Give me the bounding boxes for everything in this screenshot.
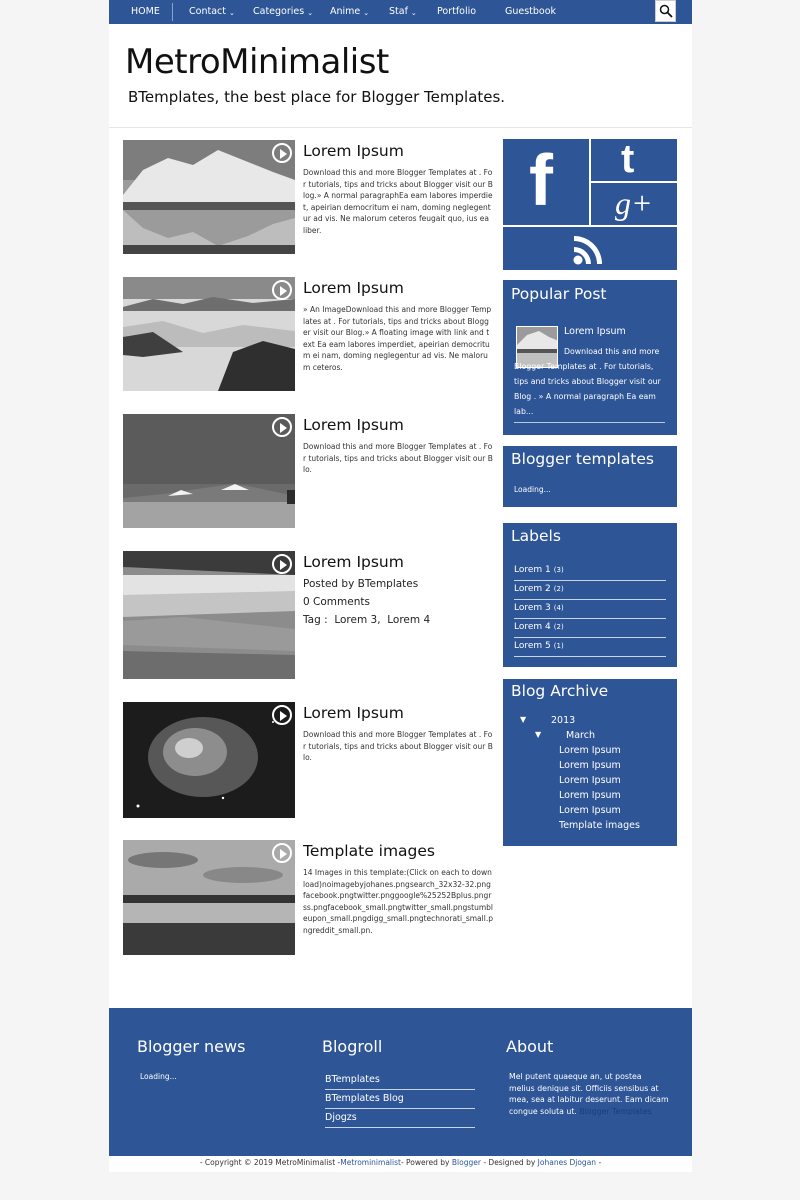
tag-link[interactable]: Lorem 4 <box>387 614 431 626</box>
post-snippet: 14 Images in this template:(Click on each to download)noimagebyjohanes.pngsearch_32x32-32.pngfacebook.pngtwitter.pnggoogle%25252Bplus.pngrss.pngfacebook_small.pngtwitter_small.pngstumbleupon_small.pngdigg_small.pngtechnorati_small.pngreddit_small.pn. <box>303 868 493 935</box>
copyright-bar <box>109 1158 692 1167</box>
label-count: (2) <box>553 623 564 631</box>
post-item <box>123 840 493 955</box>
blogger-templates-widget <box>503 446 677 507</box>
expand-toggle-icon[interactable]: ▼ <box>535 730 542 739</box>
designed-text: - Designed by <box>483 1158 536 1167</box>
nav-staf[interactable] <box>389 0 417 24</box>
nav-anime[interactable] <box>330 0 369 24</box>
social-tiles <box>503 139 677 270</box>
site-description: BTemplates, the best place for Blogger Templates. <box>128 88 506 106</box>
nav-divider <box>172 3 173 21</box>
popular-post-snippet: Download this and more Blogger Templates at . For tutorials, tips and tricks about Blogger visit our Blog . » A normal paragraph Ea eam lab... <box>514 347 661 416</box>
label-count: (1) <box>553 642 564 650</box>
label-name: Lorem 1 <box>514 565 551 575</box>
nav-guestbook[interactable] <box>505 0 556 24</box>
chevron-down-icon: ⌄ <box>363 9 370 17</box>
volcano-plain-image <box>123 414 295 528</box>
blogroll-link[interactable]: Djogzs <box>325 1109 475 1128</box>
nav-label: HOME <box>131 6 160 17</box>
facebook-icon: f <box>529 141 553 221</box>
archive-post-link[interactable]: Lorem Ipsum <box>559 760 621 771</box>
rss-button[interactable] <box>503 227 677 270</box>
label-link[interactable] <box>514 619 666 638</box>
nav-portfolio[interactable] <box>437 0 476 24</box>
label-count: (4) <box>553 604 564 612</box>
copyright-suffix: - <box>598 1158 602 1167</box>
footer-news-title: Blogger news <box>137 1037 246 1056</box>
label-name: Lorem 4 <box>514 622 551 632</box>
post-title[interactable]: Template images <box>303 842 436 860</box>
nav-categories[interactable] <box>253 0 313 24</box>
loading-text: Loading... <box>140 1072 177 1081</box>
post-snippet: » An ImageDownload this and more Blogger Templates at . For tutorials, tips and tricks about Blogger visit our Blog.» A floating image with link and text Ea eam labores imperdiet, apeirian democritum ei nam, doming neglegentur ad vis. Ne malorum ceteros. <box>303 305 492 372</box>
footer-about-text <box>509 1071 669 1117</box>
post-item <box>123 140 493 254</box>
site-title[interactable]: MetroMinimalist <box>125 42 389 82</box>
search-icon <box>659 4 673 18</box>
post-thumbnail[interactable] <box>123 702 295 818</box>
copyright-text: - Copyright © 2019 MetroMinimalist - <box>199 1158 341 1167</box>
archive-post-link[interactable]: Lorem Ipsum <box>559 790 621 801</box>
blogroll-link[interactable]: BTemplates <box>325 1071 475 1090</box>
about-paragraph: Mel putent quaeque an, ut postea melius denique sit. Officiis sensibus at mea, sea at labitur deserunt. Eam dicam congue soluta ut. <box>509 1072 669 1116</box>
footer <box>109 1008 692 1156</box>
archive-post-link[interactable]: Lorem Ipsum <box>559 775 621 786</box>
post-snippet: Download this and more Blogger Templates at . For tutorials, tips and tricks about Blogger visit our Blog.» A normal paragraphEa eam labores imperdiet, apeirian democritum ei nam, doming neglegentur ad vis. Ne malorum ceteros feugait quo, ius ea liber. <box>303 168 493 235</box>
post-tags: Tag : Lorem 3, Lorem 4 <box>303 614 431 626</box>
label-link[interactable] <box>514 600 666 619</box>
expand-toggle-icon[interactable]: ▼ <box>520 715 527 724</box>
nav-label: Staf <box>389 6 408 17</box>
nav-label: Guestbook <box>505 6 557 17</box>
twitter-icon: t <box>621 137 635 181</box>
post-comments[interactable]: 0 Comments <box>303 596 370 608</box>
hot-springs-image <box>123 551 295 679</box>
rss-icon <box>573 233 605 265</box>
site-link[interactable]: Metrominimalist <box>340 1158 401 1167</box>
label-link[interactable] <box>514 562 666 581</box>
twitter-button[interactable] <box>591 139 677 181</box>
glacier-valley-image <box>123 277 295 391</box>
nav-label: Contact <box>189 6 226 17</box>
nav-home[interactable] <box>131 0 160 24</box>
blogroll-link[interactable]: BTemplates Blog <box>325 1090 475 1109</box>
label-link[interactable] <box>514 581 666 600</box>
play-icon[interactable] <box>272 843 292 863</box>
chevron-down-icon: ⌄ <box>410 9 417 17</box>
post-title[interactable]: Lorem Ipsum <box>303 704 404 722</box>
blog-archive-widget <box>503 679 677 846</box>
labels-widget <box>503 523 677 667</box>
footer-blogroll-title: Blogroll <box>322 1037 383 1056</box>
label-link[interactable] <box>514 638 666 657</box>
popular-post-widget <box>503 280 677 435</box>
post-title[interactable]: Lorem Ipsum <box>303 553 404 571</box>
post-thumbnail[interactable] <box>123 840 295 955</box>
archive-post-link[interactable]: Lorem Ipsum <box>559 805 621 816</box>
label-count: (3) <box>553 566 564 574</box>
about-link[interactable]: Blogger Templates <box>579 1106 652 1116</box>
top-nav <box>109 0 692 24</box>
tag-link[interactable]: Lorem 3 <box>334 614 378 626</box>
play-icon[interactable] <box>272 143 292 163</box>
blogger-link[interactable]: Blogger <box>451 1158 481 1167</box>
archive-post-link[interactable]: Lorem Ipsum <box>559 745 621 756</box>
label-name: Lorem 2 <box>514 584 551 594</box>
post-item <box>123 551 493 679</box>
post-author[interactable]: Posted by BTemplates <box>303 578 419 590</box>
post-snippet: Download this and more Blogger Templates at . For tutorials, tips and tricks about Blogger visit our Blo. <box>303 730 493 762</box>
nav-label: Anime <box>330 6 361 17</box>
post-item <box>123 414 493 528</box>
post-thumbnail[interactable] <box>123 414 295 528</box>
loading-text: Loading... <box>514 485 551 494</box>
archive-year[interactable]: 2013 <box>551 715 576 726</box>
play-icon[interactable] <box>272 417 292 437</box>
label-name: Lorem 3 <box>514 603 551 613</box>
tag-label: Tag : <box>303 614 328 626</box>
archive-month[interactable]: March <box>566 730 595 741</box>
widget-title: Popular Post <box>511 285 607 303</box>
post-thumbnail[interactable] <box>123 551 295 679</box>
googleplus-icon: g+ <box>615 185 653 221</box>
nav-label: Portfolio <box>437 6 477 17</box>
chevron-down-icon: ⌄ <box>228 9 235 17</box>
post-item <box>123 702 493 818</box>
label-count: (2) <box>553 585 564 593</box>
post-title[interactable]: Lorem Ipsum <box>303 279 404 297</box>
page-container <box>109 0 692 1172</box>
footer-about-title: About <box>506 1037 554 1056</box>
play-icon[interactable] <box>272 554 292 574</box>
post-item <box>123 277 493 391</box>
post-snippet: Download this and more Blogger Templates at . For tutorials, tips and tricks about Blogger visit our Blo. <box>303 442 493 474</box>
label-name: Lorem 5 <box>514 641 551 651</box>
widget-title: Labels <box>511 527 561 545</box>
widget-title: Blog Archive <box>511 682 609 700</box>
facebook-button[interactable] <box>503 139 589 225</box>
play-icon[interactable] <box>272 280 292 300</box>
designer-link[interactable]: Johanes Djogan <box>537 1158 597 1167</box>
search-button[interactable] <box>655 0 676 22</box>
nebula-image <box>123 702 295 818</box>
sunset-beach-image <box>123 840 295 955</box>
nav-contact[interactable] <box>189 0 235 24</box>
archive-post-link[interactable]: Template images <box>559 820 640 831</box>
post-title[interactable]: Lorem Ipsum <box>303 142 404 160</box>
post-thumbnail[interactable] <box>123 277 295 391</box>
chevron-down-icon: ⌄ <box>307 9 314 17</box>
powered-text: - Powered by <box>400 1158 450 1167</box>
header-divider <box>109 127 692 128</box>
mountain-lake-image <box>123 140 295 254</box>
play-icon[interactable] <box>272 705 292 725</box>
googleplus-button[interactable] <box>591 183 677 225</box>
post-title[interactable]: Lorem Ipsum <box>303 416 404 434</box>
post-thumbnail[interactable] <box>123 140 295 254</box>
popular-post-title[interactable]: Lorem Ipsum <box>564 326 626 337</box>
nav-label: Categories <box>253 6 305 17</box>
divider <box>514 422 665 423</box>
widget-title: Blogger templates <box>511 450 654 468</box>
